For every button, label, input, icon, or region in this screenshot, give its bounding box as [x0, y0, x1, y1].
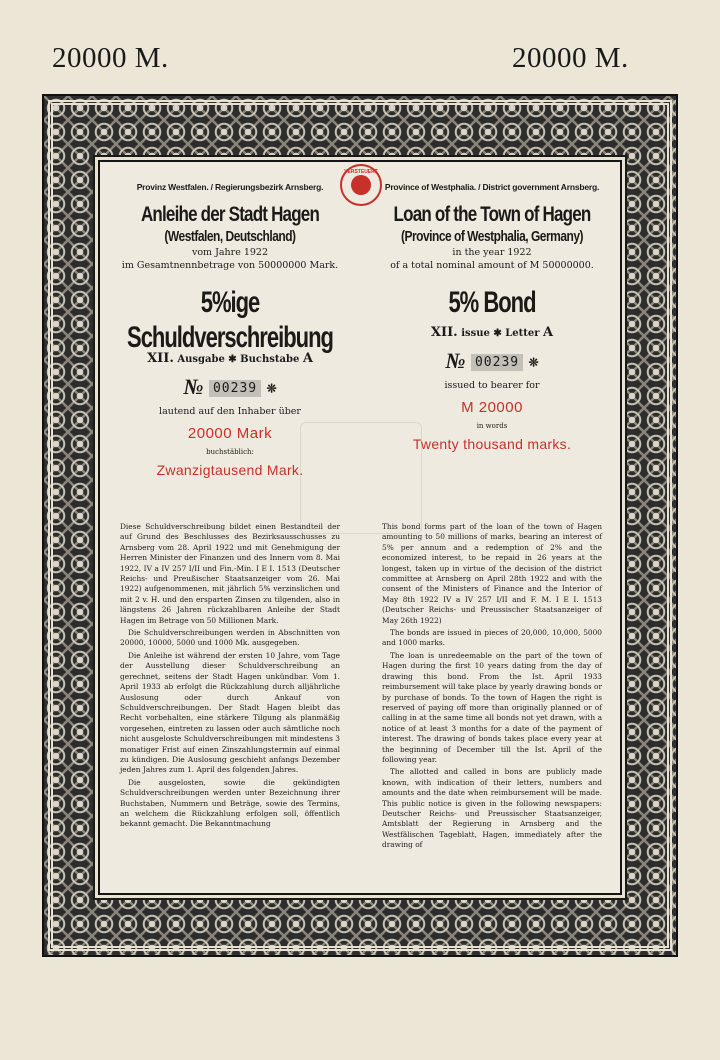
amount-en: M 20000 [461, 399, 523, 416]
province-de: Provinz Westfalen. / Regierungsbezirk Arnsberg. [136, 182, 324, 192]
loan-title-de: Anleihe der Stadt Hagen [140, 202, 320, 226]
english-header-column [376, 182, 608, 452]
issue-label-en: issue ✱ Letter [461, 328, 540, 339]
stamp-text: VERSTEUERT [344, 169, 378, 175]
terms-paragraph: Diese Schuldverschreibung bildet einen Bestandteil der auf Grund des Beschlusses des Bezirksausschusses zu Arnsberg vom 28. April 1922 und mit Genehmigung der Herren Minister der Finanzen und des Innern vom 8. Mai 1922, IV a IV 257 I/II und Fin.-Min. I E I. 1513 (Deutscher Reichs- und Preußischer Staatsanzeiger vom 26. Mai 1922) aufgenommenen, mit jährlich 5% verzinslichen und mit 2 v. H. und den ersparten Zinsen zu tilgenden, also in längstens 26 Jahren rückzahlbaren Anleihe der Stadt Hagen im Betrage von 50 Millionen Mark. [120, 522, 340, 625]
terms-paragraph: Die Schuldverschreibungen werden in Abschnitten von 20000, 10000, 5000 und 1000 Mk. ausgegeben. [120, 628, 340, 648]
bond-title-en: 5% Bond [448, 285, 536, 319]
number-prefix-en: № [445, 348, 466, 373]
terms-paragraph: The allotted and called in bons are publicly made known, with indication of their letters, numbers and amounts and the date when reimbursement will be made. This public notice is given in the following newspapers: Deutscher Reichs- und Preussischer Staatsanzeiger, Amtsblatt der Regierung in Arnsberg and the Westfälischen Tageblatt, Hagen, immediately after the drawing of [382, 767, 602, 850]
terms-paragraph: The bonds are issued in pieces of 20,000, 10,000, 5000 and 1000 marks. [382, 628, 602, 648]
issue-letter-en: A [542, 325, 554, 340]
issue-label-de: Ausgabe ✱ Buchstabe [177, 354, 300, 365]
issue-numeral-de: XII. [147, 351, 174, 366]
number-suffix-de: ❊ [266, 381, 277, 396]
loan-title-en: Loan of the Town of Hagen [393, 202, 591, 226]
words-label-de: buchstäblich: [206, 448, 254, 456]
issue-letter-de: A [302, 351, 313, 366]
terms-paragraph: Die Anleihe ist während der ersten 10 Jahre, vom Tage der Ausstellung dieser Schuldverschreibung an gerechnet, seitens der Stadt Hagen unkündbar. Vom 1. April 1933 ab erfolgt die Rückzahlung durch alljährliche Auslosung oder durch Ankauf von Schuldverschreibungen. Der Stadt Hagen bleibt das Recht vorbehalten, eine stärkere Tilgung als planmäßig vorgesehen, eintreten zu lassen oder auch sämtliche noch nicht ausgeloste Schuldverschreibungen mit mindestens 3 monatiger Frist auf einen Zinszahlungstermin auf einmal zu kündigen. Die Auslosung geschieht anfangs Dezember jeden Jahres zum 1. April des folgenden Jahres. [120, 650, 340, 775]
loan-year-en: in the year 1922 [452, 247, 532, 258]
amount-words-en: Twenty thousand marks. [412, 436, 572, 452]
amount-words-de: Zwanzigtausend Mark. [156, 462, 304, 478]
certificate-panel [98, 160, 622, 895]
issue-line-en [376, 325, 608, 340]
terms-paragraph: The loan is unredeemable on the part of the town of Hagen during the first 10 years dating from the day of drawing this bond. From the Ist. April 1933 reimbursement will take place by yearly drawing bonds or by purchase of bonds. To the town of Hagen the right is reserved of paying off more than originally planned or of calling in at the same time all bonds not yet drawn, with a notice of at least 3 months for a date of the payment of interest. The drawing of bonds takes place every year at the beginning of December till the Ist. April of the following year. [382, 650, 602, 764]
loan-year-de: vom Jahre 1922 [191, 247, 269, 258]
loan-subtitle-en: (Province of Westphalia, Germany) [401, 228, 583, 245]
bearer-de: lautend auf den Inhaber über [159, 406, 301, 417]
serial-number-de [114, 374, 346, 400]
amount-corner-left: 20000 M. [52, 42, 169, 74]
amount-corner-right: 20000 M. [512, 42, 629, 74]
words-label-en: in words [476, 422, 508, 430]
serial-value-en: 00239 [471, 354, 523, 371]
amount-de: 20000 Mark [187, 425, 273, 442]
loan-total-en: of a total nominal amount of M 50000000. [390, 260, 594, 271]
terms-text-en [382, 522, 602, 853]
bearer-en: issued to bearer for [444, 380, 540, 391]
eagle-icon [351, 175, 371, 195]
number-suffix-en: ❊ [528, 355, 539, 370]
province-en: Province of Westphalia. / District government Arnsberg. [384, 182, 600, 192]
terms-text-de [120, 522, 340, 832]
loan-total-de: im Gesamtnennbetrage von 50000000 Mark. [121, 260, 339, 271]
bond-title-de: 5%ige Schuldverschreibung [127, 285, 333, 354]
serial-value-de: 00239 [209, 380, 261, 397]
serial-number-en [376, 348, 608, 374]
terms-paragraph: This bond forms part of the loan of the town of Hagen amounting to 50 millions of marks, bearing an interest of 5% per annum and a redemption of 2% and the economized interest, to be repaid in 26 years at the longest, taken up in virtue of the decision of the district committee at Arnsberg on April 28th 1922 and with the consent of the Ministers of Finance and the Interior of May 8th 1922 IV a IV 257 I/II and F. M. I E I. 1513 (Deutscher Reichs- und Preussischer Staatsanzeiger of May 26th 1922) [382, 522, 602, 625]
issue-numeral-en: XII. [430, 325, 458, 340]
terms-paragraph: Die ausgelosten, sowie die gekündigten Schuldverschreibungen werden unter Bezeichnung ihrer Buchstaben, Nummern und Beträge, sowie des Termins, an welchem die Rückzahlung erfolgen soll, öffentlich bekannt gemacht. Die Bekanntmachung [120, 777, 340, 829]
loan-subtitle-de: (Westfalen, Deutschland) [164, 228, 296, 245]
number-prefix-de: № [183, 374, 204, 399]
german-header-column [114, 182, 346, 478]
